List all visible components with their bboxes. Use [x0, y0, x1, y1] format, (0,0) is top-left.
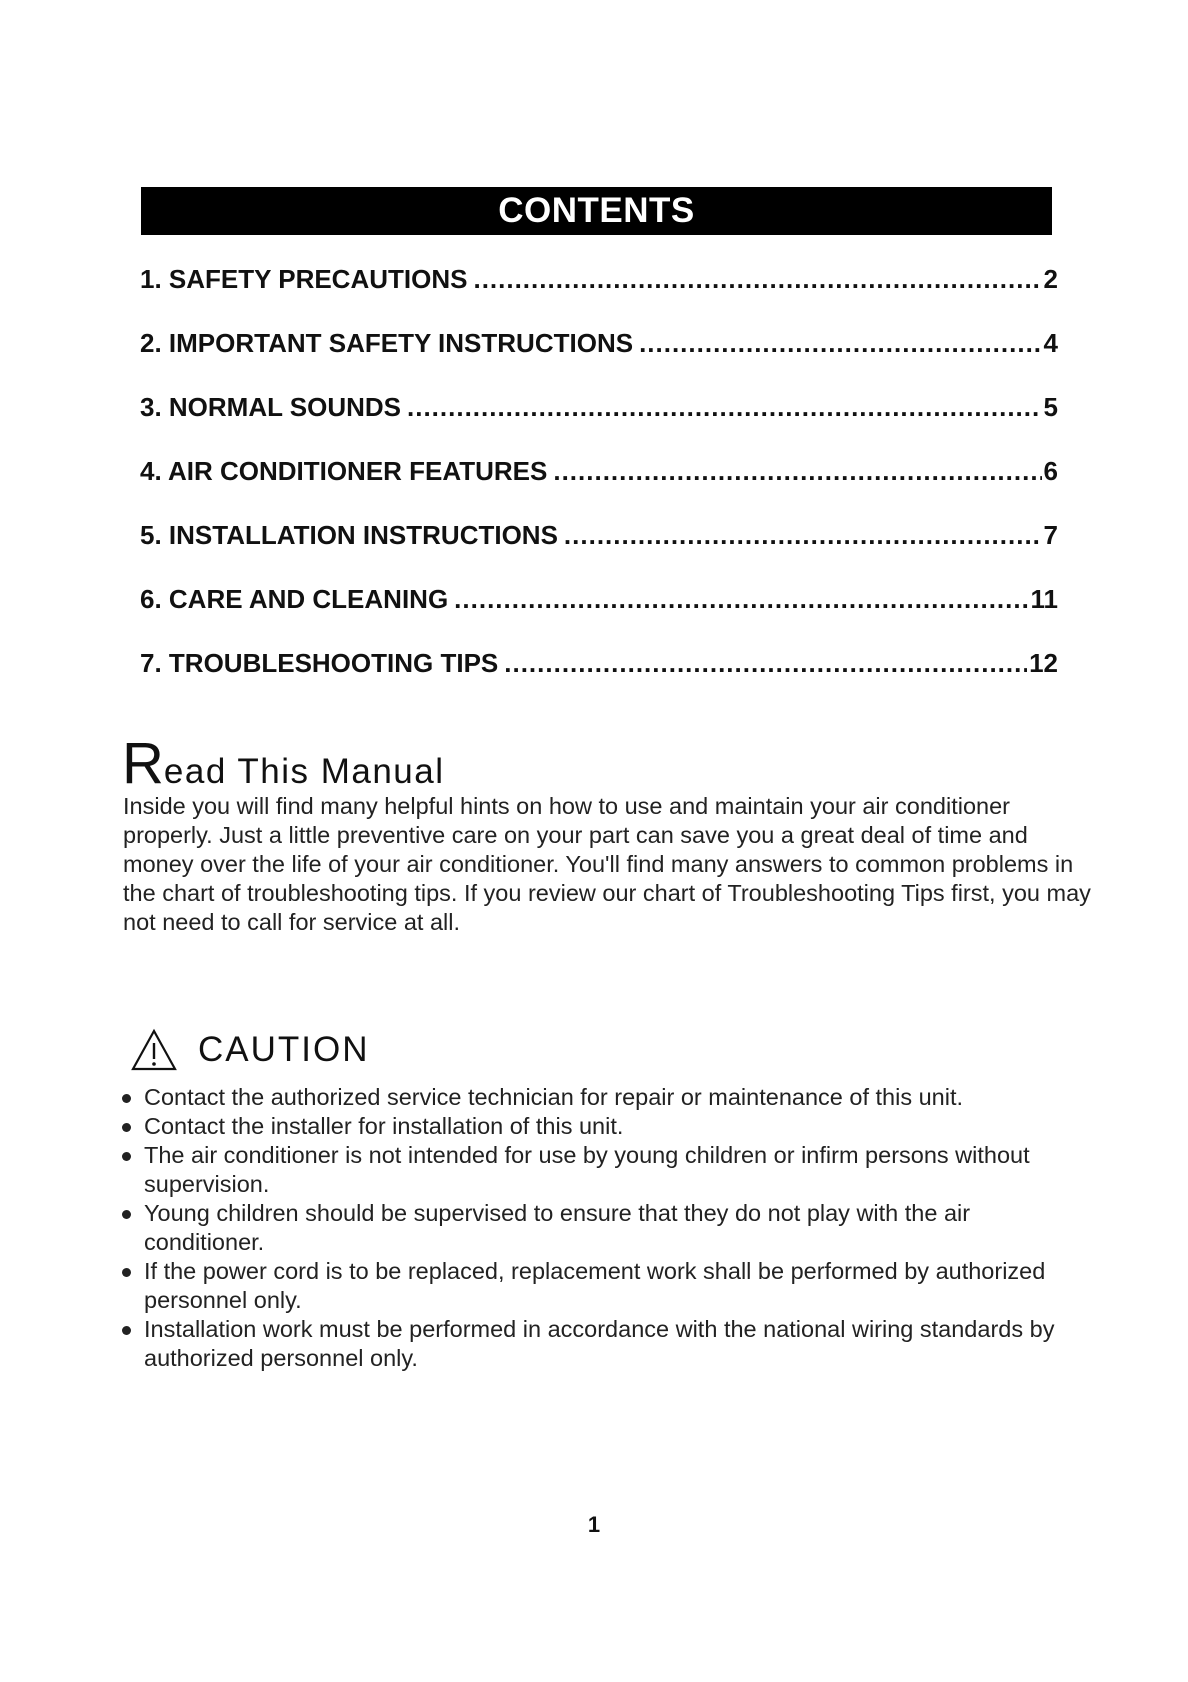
bullet-icon [122, 1268, 131, 1277]
bullet-icon [122, 1123, 131, 1132]
list-item [122, 1199, 1082, 1257]
toc-item-page: 12 [1029, 648, 1058, 678]
toc-item-title: 3. NORMAL SOUNDS [140, 392, 401, 422]
toc-item-title: 7. TROUBLESHOOTING TIPS [140, 648, 499, 678]
toc-item-page: 11 [1030, 584, 1058, 614]
caution-title: CAUTION [198, 1030, 370, 1069]
caution-item-text: Contact the installer for installation of this unit. [144, 1113, 624, 1139]
toc-item-title: 1. SAFETY PRECAUTIONS [140, 264, 468, 294]
toc-item-page: 7 [1043, 520, 1058, 550]
read-manual-paragraph: Inside you will find many helpful hints on how to use and maintain your air conditioner properly. Just a little preventive care on your part can save you a great deal of time and money over the life of your air conditioner. You'll find many answers to common problems in the chart of troubleshooting tips. If you review our chart of Troubleshooting Tips first, you may not need to call for service at all. [123, 793, 1091, 935]
toc-item-page: 5 [1043, 392, 1058, 422]
caution-item-text: Young children should be supervised to ensure that they do not play with the air conditioner. [144, 1200, 971, 1255]
caution-item-text: The air conditioner is not intended for use by young children or infirm persons without supervision. [144, 1142, 1030, 1197]
toc-item-title: 4. AIR CONDITIONER FEATURES [140, 456, 548, 486]
caution-item-text: Contact the authorized service technician for repair or maintenance of this unit. [144, 1084, 964, 1110]
toc-item-title: 5. INSTALLATION INSTRUCTIONS [140, 520, 558, 550]
toc-dot-leader [553, 456, 1041, 487]
toc-dot-leader [473, 264, 1041, 295]
read-manual-heading-rest: ead This Manual [163, 752, 445, 791]
toc-dot-leader [564, 520, 1042, 551]
page-number: 1 [587, 1512, 601, 1537]
toc-item-page: 2 [1043, 264, 1058, 294]
toc-item-page: 6 [1043, 456, 1058, 486]
caution-item-text: If the power cord is to be replaced, replacement work shall be performed by authorized personnel only. [144, 1258, 1046, 1313]
bullet-icon [122, 1326, 131, 1335]
toc-item[interactable] [140, 456, 1058, 520]
list-item [122, 1257, 1082, 1315]
toc-item[interactable] [140, 392, 1058, 456]
caution-heading [130, 1028, 370, 1072]
toc-dot-leader [407, 392, 1042, 423]
toc-item-title: 6. CARE AND CLEANING [140, 584, 449, 614]
bullet-icon [122, 1152, 131, 1161]
read-manual-heading-initial: R [122, 731, 164, 796]
list-item [122, 1141, 1082, 1199]
toc-item[interactable] [140, 520, 1058, 584]
bullet-icon [122, 1210, 131, 1219]
toc-item[interactable] [140, 648, 1058, 712]
toc-item[interactable] [140, 584, 1058, 648]
toc-item-title: 2. IMPORTANT SAFETY INSTRUCTIONS [140, 328, 634, 358]
toc-dot-leader [454, 584, 1028, 615]
caution-list [122, 1083, 1082, 1373]
list-item [122, 1083, 1082, 1112]
table-of-contents [140, 264, 1058, 712]
toc-item[interactable] [140, 264, 1058, 328]
contents-header [141, 187, 1052, 235]
toc-item[interactable] [140, 328, 1058, 392]
caution-item-text: Installation work must be performed in accordance with the national wiring standards by authorized personnel only. [144, 1316, 1055, 1371]
read-manual-heading [122, 730, 445, 797]
list-item [122, 1315, 1082, 1373]
toc-dot-leader [639, 328, 1041, 359]
bullet-icon [122, 1094, 131, 1103]
warning-triangle-icon [130, 1028, 178, 1072]
toc-item-page: 4 [1043, 328, 1058, 358]
toc-dot-leader [504, 648, 1027, 679]
contents-title: CONTENTS [498, 191, 695, 230]
list-item [122, 1112, 1082, 1141]
